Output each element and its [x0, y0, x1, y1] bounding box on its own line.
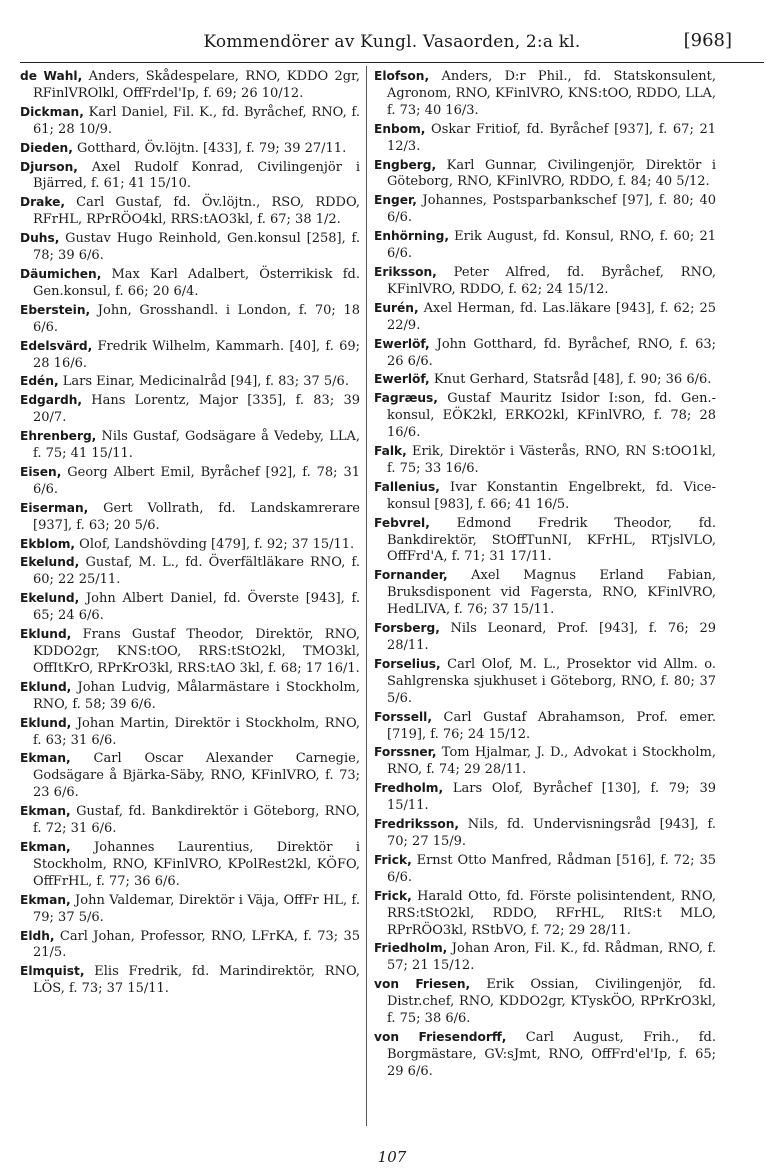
entry-details: Ernst Otto Manfred, Rådman [516], f. 72; 35 6/6. — [387, 852, 716, 885]
column-separator — [366, 66, 367, 1126]
entry-name: Ekelund, — [20, 591, 80, 606]
entry-details: Carl Oscar Alexander Carnegie, Godsägare å Bjärka-Säby, RNO, KFinlVRO, f. 73; 23 6/6. — [33, 751, 360, 801]
register-entry — [20, 159, 360, 194]
entry-name: Ekman, — [20, 839, 71, 854]
entry-name: von Friesendorff, — [374, 1029, 507, 1044]
register-entry — [20, 428, 360, 463]
entry-details: Erik Ossian, Civilingenjör, fd. Distr.chef, RNO, KDDO2gr, KTyskÖO, RPrKrO3kl, f. 75; 38 6/6. — [387, 977, 717, 1027]
entry-name: de Wahl, — [20, 69, 83, 83]
entry-name: Eklund, — [20, 679, 72, 694]
page-title: Kommendörer av Kungl. Vasaorden, 2:a kl. — [203, 32, 581, 52]
register-entry — [20, 928, 360, 963]
entry-details: Axel Magnus Erland Fabian, Bruksdisponent vid Fagersta, RNO, KFinlVRO, HedLIVA, f. 76; 37 15/11. — [387, 568, 716, 618]
entry-details: Elis Fredrik, fd. Marindirektör, RNO, LÖS, f. 73; 37 15/11. — [33, 964, 360, 997]
register-entry — [374, 780, 716, 815]
register-entry — [20, 626, 360, 678]
entry-name: Eklund, — [20, 715, 72, 730]
register-entry — [374, 1029, 716, 1081]
entry-details: Nils, fd. Undervisningsråd [943], f. 70; 27 15/9. — [387, 817, 716, 849]
entry-details: Johan Aron, Fil. K., fd. Rådman, RNO, f. 57; 21 15/12. — [387, 941, 716, 974]
register-entry — [374, 336, 716, 371]
entry-details: Hans Lorentz, Major [335], f. 83; 39 20/7. — [33, 393, 360, 426]
entry-name: Ekblom, — [20, 536, 76, 551]
entry-details: Edmond Fredrik Theodor, fd. Bankdirektör, StOffTunNI, KFrHL, RTjslVLO, OffFrd'A, f. 71; 31 17/11. — [387, 515, 716, 565]
entry-details: Max Karl Adalbert, Österrikisk fd. Gen.konsul, f. 66; 20 6/4. — [33, 266, 360, 299]
entry-name: Enbom, — [374, 121, 426, 136]
entry-name: Enger, — [374, 193, 417, 208]
register-entry — [20, 590, 360, 625]
register-entry — [20, 715, 360, 750]
register-entry — [20, 302, 360, 337]
entry-details: Gustaf, fd. Bankdirektör i Göteborg, RNO, f. 72; 31 6/6. — [33, 804, 360, 837]
entry-name: Edelsvärd, — [20, 338, 93, 353]
entry-name: Ekman, — [20, 892, 71, 907]
register-entry — [20, 194, 360, 229]
entry-details: Gustaf Mauritz Isidor I:son, fd. Gen.-konsul, EÖK2kl, ERKO2kl, KFinlVRO, f. 78; 28 16/6. — [387, 391, 716, 441]
register-entry — [374, 390, 716, 442]
header-page-number: [968] — [683, 30, 732, 51]
page-header — [0, 22, 784, 56]
entry-name: Djurson, — [20, 159, 78, 174]
entry-name: Ekman, — [20, 751, 71, 766]
entry-name: Däumichen, — [20, 266, 102, 281]
entry-details: Anders, D:r Phil., fd. Statskonsulent, Agronom, RNO, KFinlVRO, KNS:tOO, RDDO, LLA, f. 73; 40 16/3. — [387, 69, 716, 118]
entry-details: Carl Johan, Professor, RNO, LFrKA, f. 73; 35 21/5. — [33, 928, 360, 961]
register-entry — [374, 709, 716, 744]
register-entry — [374, 371, 716, 389]
register-entry — [374, 300, 716, 335]
register-entry — [20, 679, 360, 714]
register-entry — [20, 266, 360, 301]
register-entry — [20, 839, 360, 891]
register-entry — [20, 803, 360, 838]
register-entry — [374, 443, 716, 478]
register-entry — [20, 464, 360, 499]
entry-details: Frans Gustaf Theodor, Direktör, RNO, KDDO2gr, KNS:tOO, RRS:tStO2kl, TMO3kl, OffItKrO, RPrKrO3kl, RRS:tAO 3kl, f. 68; 17 16/1. — [33, 627, 360, 676]
register-entry — [374, 567, 716, 619]
entry-name: Duhs, — [20, 231, 60, 246]
entry-details: Axel Herman, fd. Las.läkare [943], f. 62; 25 22/9. — [387, 300, 716, 333]
register-entry — [20, 230, 360, 265]
register-entry — [20, 500, 360, 535]
entry-details: Axel Rudolf Konrad, Civilingenjör i Bjärred, f. 61; 41 15/10. — [33, 159, 360, 192]
entry-details: Oskar Fritiof, fd. Byråchef [937], f. 67; 21 12/3. — [387, 121, 716, 154]
entry-details: Erik August, fd. Konsul, RNO, f. 60; 21 6/6. — [387, 229, 716, 262]
entry-name: Edgardh, — [20, 393, 83, 408]
entry-name: Eurén, — [374, 300, 419, 315]
register-entry — [374, 744, 716, 779]
register-entry — [20, 536, 360, 554]
entry-name: Forssner, — [374, 745, 437, 760]
entry-details: Karl Daniel, Fil. K., fd. Byråchef, RNO, f. 61; 28 10/9. — [33, 104, 360, 137]
entry-name: Ewerlöf, — [374, 336, 430, 351]
entry-details: Tom Hjalmar, J. D., Advokat i Stockholm, RNO, f. 74; 29 28/11. — [387, 745, 716, 778]
register-entry — [374, 157, 716, 192]
entry-details: Fredrik Wilhelm, Kammarh. [40], f. 69; 28 16/6. — [33, 338, 360, 371]
entry-details: Harald Otto, fd. Förste polisintendent, RNO, RRS:tStO2kl, RDDO, RFrHL, RItS:t MLO, RPrRÖO3kl, RStbVO, f. 72; 29 28/11. — [387, 888, 716, 938]
entry-details: Carl Gustaf, fd. Öv.löjtn., RSO, RDDO, RFrHL, RPrRÖO4kl, RRS:tAO3kl, f. 67; 38 1/2. — [33, 195, 360, 228]
entry-details: Carl August, Frih., fd. Borgmästare, GV:sJmt, RNO, OffFrd'el'Ip, f. 65; 29 6/6. — [387, 1029, 716, 1079]
entry-name: Eisen, — [20, 464, 62, 479]
register-entry — [374, 816, 716, 851]
entry-details: John Gotthard, fd. Byråchef, RNO, f. 63; 26 6/6. — [387, 336, 716, 369]
register-entry — [374, 940, 716, 975]
entry-name: Enhörning, — [374, 229, 449, 244]
entry-details: John Valdemar, Direktör i Väja, OffFr HL, f. 79; 37 5/6. — [33, 892, 360, 925]
entry-details: Karl Gunnar, Civilingenjör, Direktör i Göteborg, RNO, KFinlVRO, RDDO, f. 84; 40 5/12. — [387, 157, 716, 190]
entry-details: Olof, Landshövding [479], f. 92; 37 15/11. — [75, 536, 355, 552]
entry-details: Peter Alfred, fd. Byråchef, RNO, KFinlVRO, RDDO, f. 62; 24 15/12. — [387, 264, 716, 297]
entry-name: Fredholm, — [374, 781, 444, 796]
register-entry — [374, 479, 716, 514]
register-entry — [20, 892, 360, 927]
entry-details: Gert Vollrath, fd. Landskamrerare [937], f. 63; 20 5/6. — [33, 500, 360, 533]
entry-details: Johan Ludvig, Målarmästare i Stockholm, RNO, f. 58; 39 6/6. — [33, 679, 360, 712]
register-entry — [20, 392, 360, 427]
entry-name: Dieden, — [20, 140, 73, 155]
entry-name: Eiserman, — [20, 500, 89, 515]
entry-details: Nils Gustaf, Godsägare å Vedeby, LLA, f. 75; 41 15/11. — [33, 429, 360, 462]
entry-details: Lars Einar, Medicinalråd [94], f. 83; 37 5/6. — [58, 374, 349, 390]
entry-name: Falk, — [374, 444, 407, 459]
entry-details: Erik, Direktör i Västerås, RNO, RN S:tOO1kl, f. 75; 33 16/6. — [387, 444, 716, 476]
entry-name: Frick, — [374, 852, 412, 867]
entry-details: Georg Albert Emil, Byråchef [92], f. 78; 31 6/6. — [33, 464, 360, 497]
entry-name: Eriksson, — [374, 264, 437, 279]
register-entry — [374, 515, 716, 567]
entry-name: Fallenius, — [374, 479, 440, 494]
entry-name: Elofson, — [374, 69, 430, 83]
entry-name: Ekelund, — [20, 555, 80, 570]
register-entry — [374, 121, 716, 156]
entry-details: Gustaf, M. L., fd. Överfältläkare RNO, f. 60; 22 25/11. — [33, 555, 360, 588]
register-entry — [374, 264, 716, 299]
entry-details: John, Grosshandl. i London, f. 70; 18 6/6. — [33, 302, 360, 335]
entry-name: Ewerlöf, — [374, 372, 430, 387]
entry-details: Lars Olof, Byråchef [130], f. 79; 39 15/11. — [387, 781, 716, 814]
register-entry — [374, 852, 716, 887]
entry-name: Forselius, — [374, 656, 441, 671]
entry-name: Frick, — [374, 888, 412, 903]
register-entry — [374, 192, 716, 227]
register-entry — [374, 656, 716, 708]
header-rule — [20, 62, 764, 63]
entry-name: Forssell, — [374, 709, 432, 724]
register-entry — [374, 888, 716, 940]
entry-name: Eklund, — [20, 627, 72, 642]
register-entry — [20, 104, 360, 139]
entry-name: Forsberg, — [374, 621, 440, 636]
register-entry — [20, 68, 360, 103]
entry-details: Gotthard, Öv.löjtn. [433], f. 79; 39 27/11. — [72, 140, 347, 156]
entry-name: Friedholm, — [374, 941, 448, 956]
footer-page-number: 107 — [377, 1148, 407, 1166]
entry-details: Gustav Hugo Reinhold, Gen.konsul [258], f. 78; 39 6/6. — [33, 231, 360, 264]
register-entry — [20, 963, 360, 998]
entry-details: Nils Leonard, Prof. [943], f. 76; 29 28/11. — [387, 621, 716, 653]
entry-name: Fredriksson, — [374, 817, 460, 832]
entry-details: John Albert Daniel, fd. Överste [943], f. 65; 24 6/6. — [33, 591, 360, 624]
register-entry — [20, 373, 360, 391]
register-entry — [374, 976, 716, 1028]
entry-details: Anders, Skådespelare, RNO, KDDO 2gr, RFinlVROlkl, OffFrdel'Ip, f. 69; 26 10/12. — [33, 69, 360, 101]
entry-name: von Friesen, — [374, 977, 471, 992]
entry-name: Eldh, — [20, 928, 55, 943]
entry-name: Eberstein, — [20, 302, 91, 317]
entry-name: Edén, — [20, 374, 59, 389]
register-entry — [374, 228, 716, 263]
register-entry — [20, 338, 360, 373]
entry-name: Drake, — [20, 195, 66, 210]
register-entry — [20, 140, 360, 158]
entry-details: Ivar Konstantin Engelbrekt, fd. Vice-konsul [983], f. 66; 41 16/5. — [387, 479, 716, 512]
register-entry — [20, 554, 360, 589]
entry-name: Febvrel, — [374, 515, 430, 530]
entry-name: Fagræus, — [374, 391, 438, 406]
entry-name: Ehrenberg, — [20, 429, 97, 444]
entry-details: Johan Martin, Direktör i Stockholm, RNO, f. 63; 31 6/6. — [33, 715, 360, 748]
entry-details: Knut Gerhard, Statsråd [48], f. 90; 36 6/6. — [429, 372, 712, 388]
entry-name: Engberg, — [374, 157, 437, 172]
entry-details: Carl Olof, M. L., Prosektor vid Allm. o. Sahlgrenska sjukhuset i Göteborg, RNO, f. 80; 37 5/6. — [387, 656, 716, 706]
register-entry — [374, 620, 716, 655]
entry-details: Johannes, Postsparbankschef [97], f. 80; 40 6/6. — [387, 193, 716, 226]
right-column — [374, 68, 716, 1082]
register-entry — [374, 68, 716, 120]
entry-name: Ekman, — [20, 804, 71, 819]
entry-details: Carl Gustaf Abrahamson, Prof. emer. [719], f. 76; 24 15/12. — [387, 709, 716, 742]
entry-name: Fornander, — [374, 568, 448, 583]
entry-name: Dickman, — [20, 104, 84, 119]
register-entry — [20, 750, 360, 802]
entry-details: Johannes Laurentius, Direktör i Stockholm, RNO, KFinlVRO, KPolRest2kl, KÖFO, OffFrHL, f. 77; 36 6/6. — [33, 839, 360, 889]
left-column — [20, 68, 360, 999]
entry-name: Elmquist, — [20, 964, 85, 979]
